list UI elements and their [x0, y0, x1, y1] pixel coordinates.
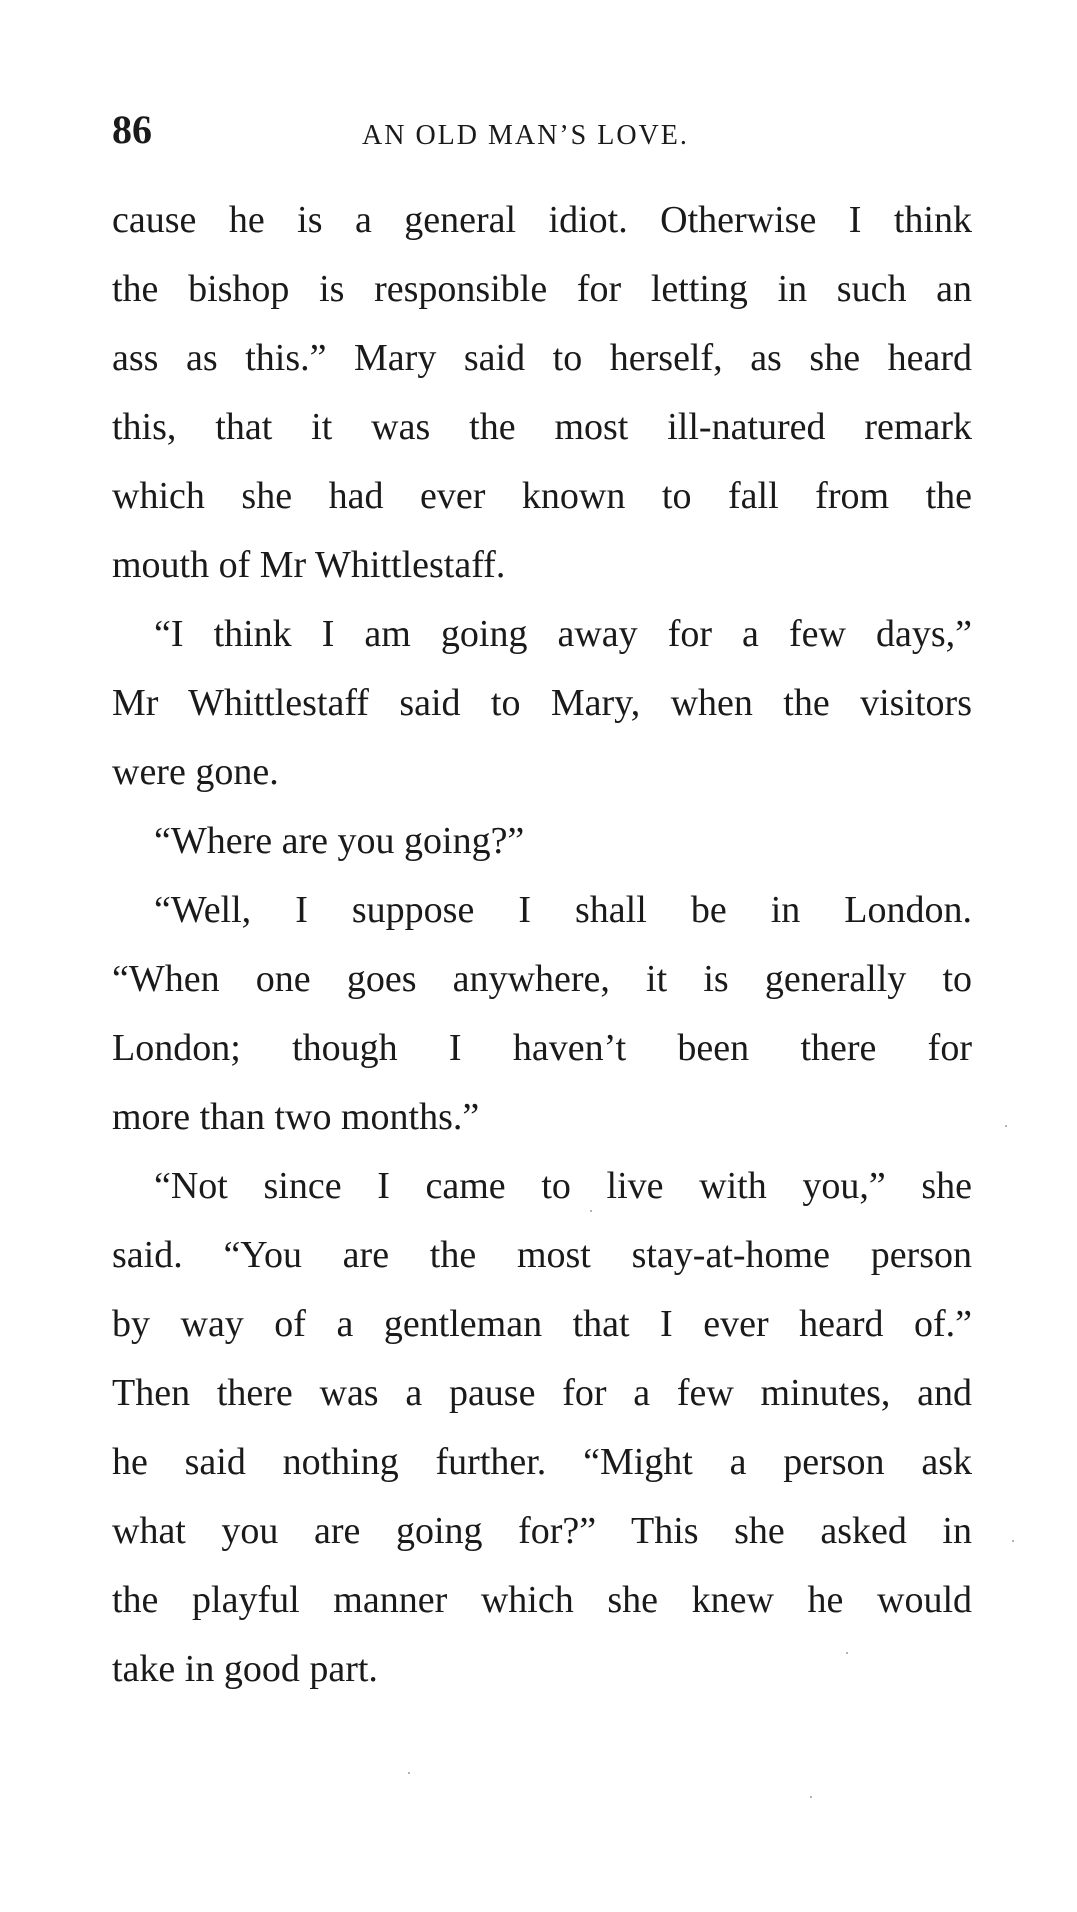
text-line: London; though I haven’t been there for	[112, 1027, 972, 1069]
running-title: AN OLD MAN’S LOVE.	[362, 120, 689, 151]
text-line: the playful manner which she knew he would	[112, 1579, 972, 1621]
paper-speck	[590, 1210, 592, 1212]
page-number: 86	[112, 107, 152, 152]
text-line: take in good part.	[112, 1648, 378, 1690]
paper-speck	[846, 1652, 848, 1654]
text-line: “Not since I came to live with you,” she	[154, 1165, 972, 1207]
body-text	[112, 186, 972, 1704]
paper-speck	[1012, 1540, 1014, 1542]
text-line: “Well, I suppose I shall be in London.	[154, 889, 972, 931]
text-line: by way of a gentleman that I ever heard of.”	[112, 1303, 972, 1345]
text-line: this, that it was the most ill-natured remark	[112, 406, 972, 448]
text-line: Mr Whittlestaff said to Mary, when the visitors	[112, 682, 972, 724]
text-line: which she had ever known to fall from the	[112, 475, 972, 517]
text-line: what you are going for?” This she asked in	[112, 1510, 972, 1552]
paper-speck	[810, 1796, 812, 1798]
text-line: “Where are you going?”	[154, 820, 525, 862]
text-line: cause he is a general idiot. Otherwise I think	[112, 199, 972, 241]
paper-speck	[1005, 1125, 1007, 1127]
text-line: ass as this.” Mary said to herself, as she heard	[112, 337, 972, 379]
text-line: “When one goes anywhere, it is generally to	[112, 958, 972, 1000]
paper-speck	[408, 1772, 410, 1774]
text-line: more than two months.”	[112, 1096, 480, 1138]
text-line: Then there was a pause for a few minutes, and	[112, 1372, 972, 1414]
text-line: mouth of Mr Whittlestaff.	[112, 544, 506, 586]
text-line: said. “You are the most stay-at-home person	[112, 1234, 972, 1276]
text-line: “I think I am going away for a few days,”	[154, 613, 972, 655]
running-head	[112, 100, 972, 160]
text-line: were gone.	[112, 751, 279, 793]
text-line: he said nothing further. “Might a person ask	[112, 1441, 972, 1483]
text-line: the bishop is responsible for letting in such an	[112, 268, 972, 310]
